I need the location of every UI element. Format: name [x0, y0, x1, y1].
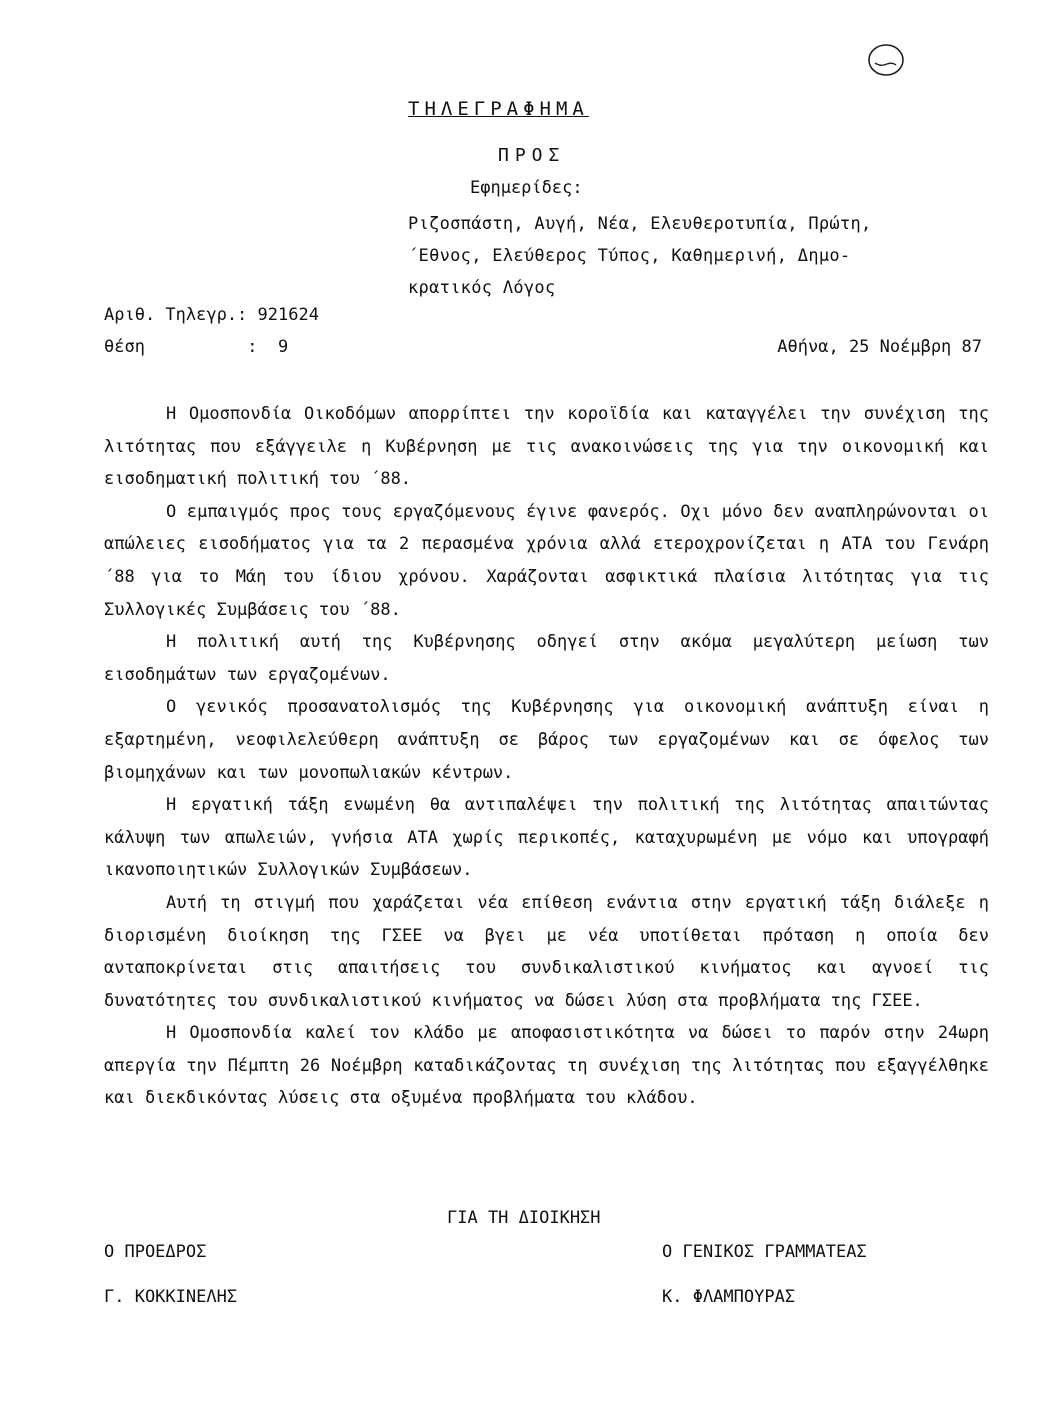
- telegram-body: [104, 398, 989, 1115]
- recipients-list: Ριζοσπάστη, Αυγή, Νέα, Ελευθεροτυπία, Πρώτη, ΄Εθνος, Ελεύθερος Τύπος, Καθημερινή, Δημο- κρατικός Λόγος: [408, 214, 872, 298]
- body-paragraph: Η Ομοσπονδία Οικοδόμων απορρίπτει την κοροϊδία και καταγγέλει την συνέχιση της λιτότητας που εξάγγειλε η Κυβέρνηση με τις ανακοινώσεις της για την οικονομική και εισοδηματική πολιτική του ΄88.: [104, 404, 989, 490]
- president-name: Γ. ΚΟΚΚΙΝΕΛΗΣ: [104, 1287, 238, 1307]
- recipient-prefix: ΠΡΟΣ: [498, 145, 566, 166]
- secretary-role: Ο ΓΕΝΙΚΟΣ ΓΡΑΜΜΑΤΕΑΣ: [662, 1242, 867, 1262]
- document-title: ΤΗΛΕΓΡΑΦΗΜΑ: [408, 98, 589, 120]
- handwritten-circle-mark-icon: [866, 40, 906, 80]
- body-paragraph: Αυτή τη στιγμή που χαράζεται νέα επίθεση ενάντια στην εργατική τάξη διάλεξε η διορισμένη διοίκηση της ΓΣΕΕ να βγει με νέα υποτίθεται πρόταση η οποία δεν ανταποκρίνεται στις απαιτήσεις του συνδικαλιστικού κινήματος και αγνοεί τις δυνατότητες του συνδικαλιστικού κινήματος να δώσει λύση στα προβλήματα της ΓΣΕΕ.: [104, 892, 989, 1011]
- body-paragraph: Η εργατική τάξη ενωμένη θα αντιπαλέψει την πολιτική της λιτότητας απαιτώντας κάλυψη των απωλειών, γνήσια ΑΤΑ χωρίς περικοπές, καταχυρωμένη με νόμο και υπογραφή ικανοποιητικών Συλλογικών Συμβάσεων.: [104, 795, 989, 881]
- body-paragraph: Ο εμπαιγμός προς τους εργαζόμενους έγινε φανερός. Οχι μόνο δεν αναπληρώνονται οι απώλειες εισοδήματος για τα 2 περασμένα χρόνια αλλά ετεροχρονίζεται η ΑΤΑ του Γενάρη ΄88 για το Μάη του ίδιου χρόνου. Χαράζονται ασφικτικά πλαίσια λιτότητας για τις Συλλογικές Συμβάσεις του ΄88.: [104, 501, 989, 620]
- body-paragraph: Ο γενικός προσανατολισμός της Κυβέρνησης για οικονομική ανάπτυξη είναι η εξαρτημένη, νεοφιλελεύθερη ανάπτυξη σε βάρος των εργαζομένων και σε όφελος των βιομηχάνων και των μονοπωλιακών κέντρων.: [104, 697, 989, 783]
- body-paragraph: Η Ομοσπονδία καλεί τον κλάδο με αποφασιστικότητα να δώσει το παρόν στην 24ωρη απεργία την Πέμπτη 26 Νοέμβρη καταδικάζοντας τη συνέχιση της λιτότητας που εξαγγέλθηκε και διεκδικόντας λύσεις στα οξυμένα προβλήματα του κλάδου.: [104, 1023, 989, 1109]
- telegram-number: Αριθ. Τηλεγρ.: 921624: [104, 305, 319, 325]
- position-field: θέση : 9: [104, 337, 289, 357]
- president-role: Ο ΠΡΟΕΔΡΟΣ: [104, 1242, 207, 1262]
- recipients-label: Εφημερίδες:: [470, 178, 583, 198]
- signature-heading: ΓΙΑ ΤΗ ΔΙΟΙΚΗΣΗ: [447, 1208, 601, 1228]
- secretary-name: Κ. ΦΛΑΜΠΟΥΡΑΣ: [662, 1287, 796, 1307]
- document-date: Αθήνα, 25 Νοέμβρη 87: [777, 337, 982, 357]
- body-paragraph: Η πολιτική αυτή της Κυβέρνησης οδηγεί στην ακόμα μεγαλύτερη μείωση των εισοδημάτων των εργαζομένων.: [104, 632, 989, 685]
